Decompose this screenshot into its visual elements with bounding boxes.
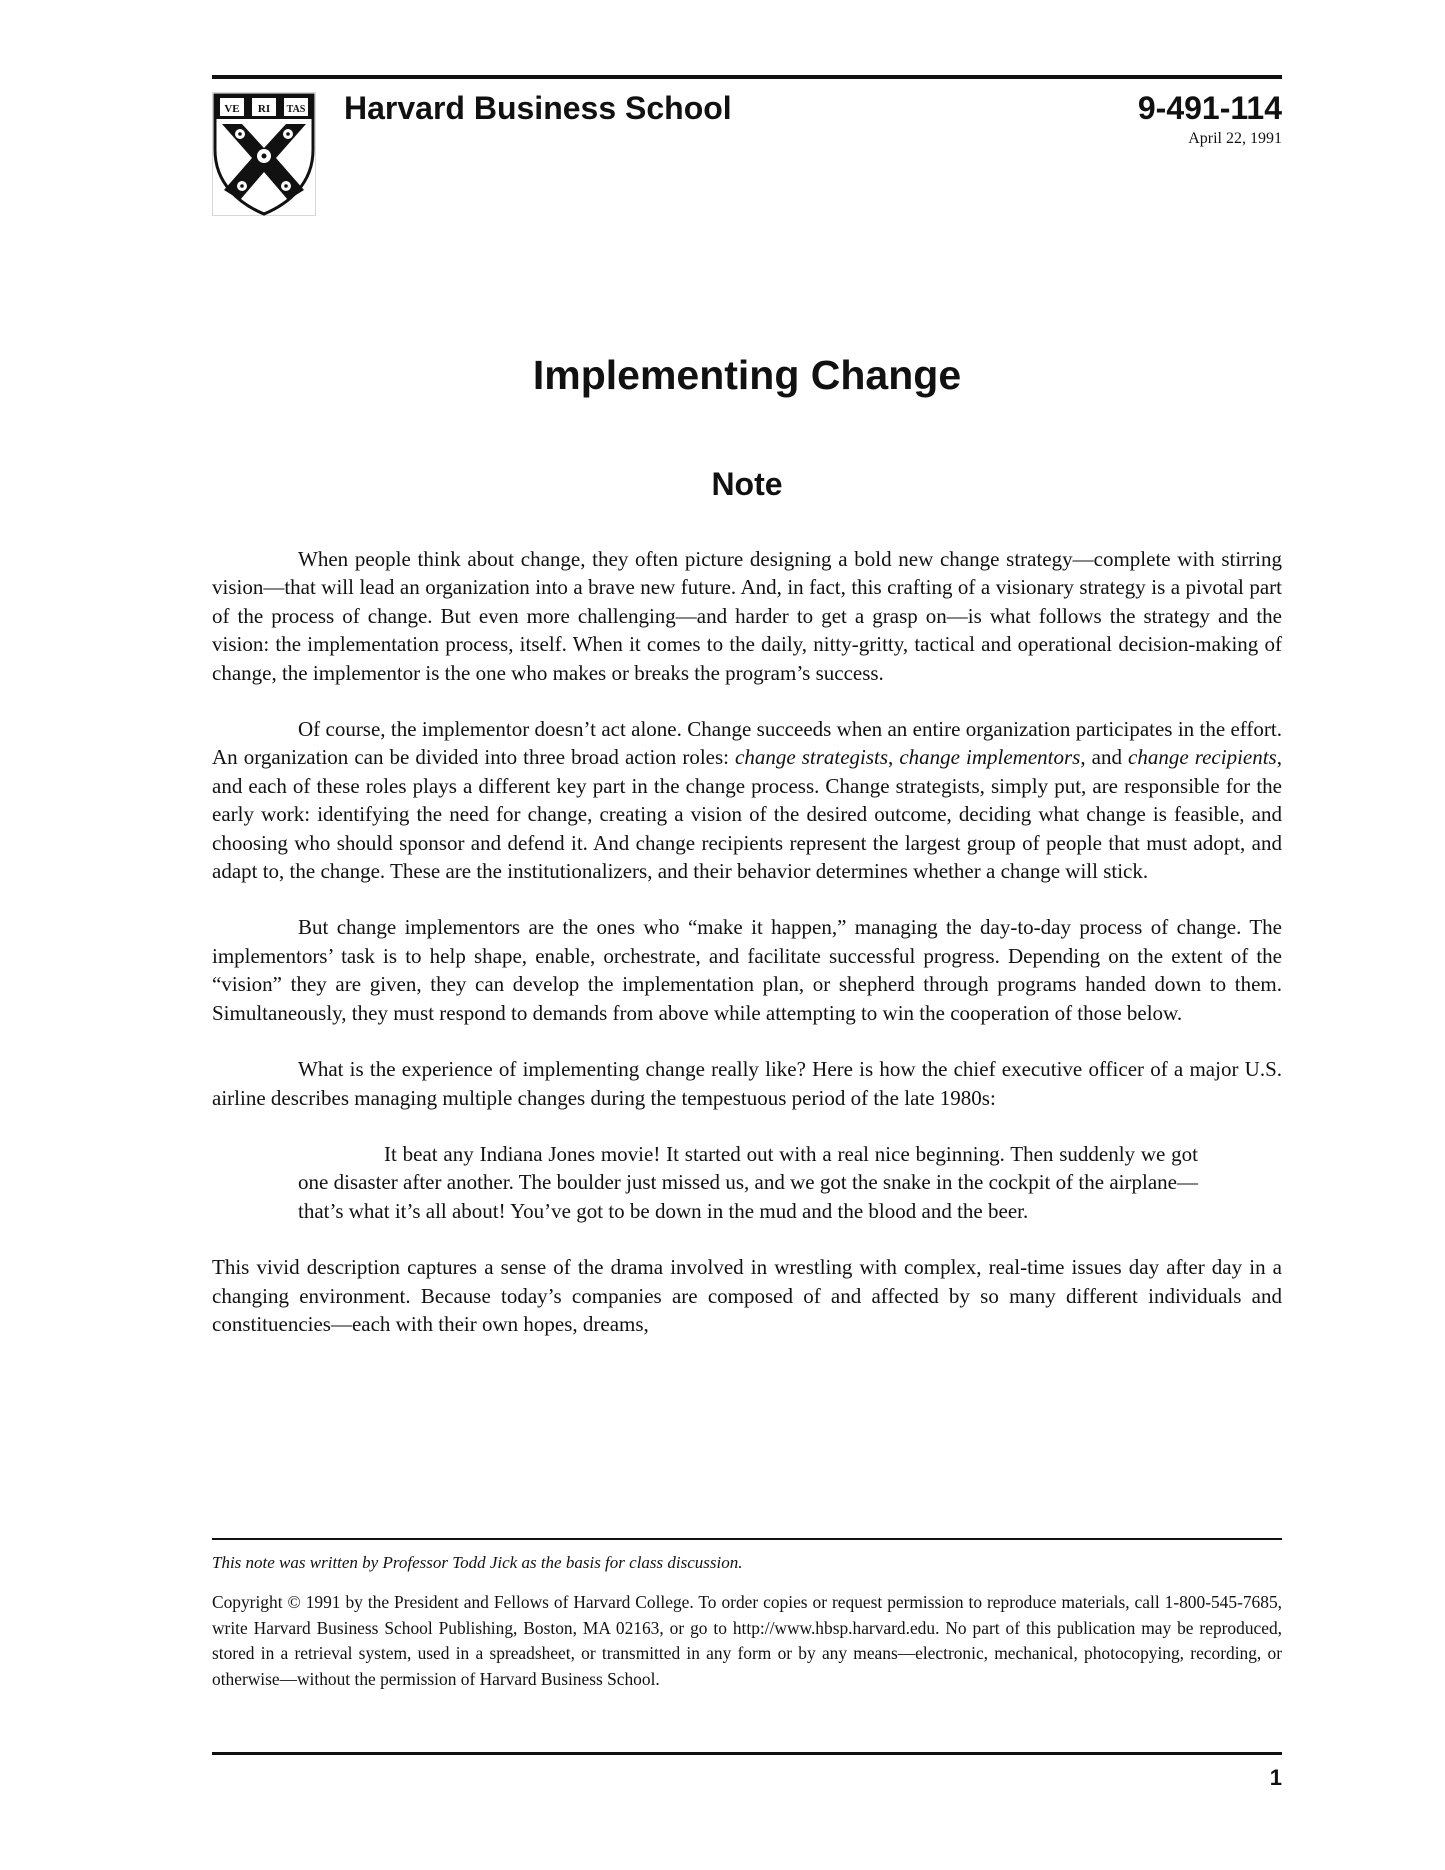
motto-ve: VE xyxy=(224,103,240,115)
role-change-recipients: change recipients xyxy=(1128,745,1277,770)
paragraph-2-rest: , and each of these roles plays a different key part in the change process. Change strategists, simply put, are responsible for the early work: identifying the need for change, creating a vision of the desired outcome, deciding what change is feasible, and choosing who should sponsor and defend it. And change recipients represent the largest group of people that must adopt, and adapt to, the change. These are the institutionalizers, and their behavior determines whether a change will stick. xyxy=(212,745,1282,884)
separator: , xyxy=(888,745,900,770)
bottom-rule xyxy=(212,1752,1282,1755)
motto-ri: RI xyxy=(257,103,271,115)
author-note: This note was written by Professor Todd Jick as the basis for class discussion. xyxy=(212,1553,743,1572)
page-subtitle: Note xyxy=(711,466,783,502)
paragraph-1: When people think about change, they often picture designing a bold new change strategy—complete with stirring vision—that will lead an organization into a brave new future. And, in fact, this crafting of a visionary strategy is a pivotal part of the process of change. But even more challenging—and harder to get a grasp on—is what follows the strategy and the vision: the implementation process, itself. When it comes to the daily, nitty-gritty, tactical and operational decision-making of change, the implementor is the one who makes or breaks the program’s success. xyxy=(212,547,1282,685)
document-number: 9-491-114 xyxy=(1137,90,1282,126)
ceo-quote: It beat any Indiana Jones movie! It started out with a real nice beginning. Then suddenly we got one disaster after another. The boulder just missed us, and we got the snake in the cockpit of the airplane—that’s what it’s all about! You’ve got to be down in the mud and the blood and the beer. xyxy=(298,1141,1198,1223)
paragraph-3: But change implementors are the ones who “make it happen,” managing the day-to-day process of change. The implementors’ task is to help shape, enable, orchestrate, and facilitate successful progress. Depending on the extent of the “vision” they are given, they can develop the implementation plan, or shepherd through programs handed down to them. Simultaneously, they must respond to demands from above while attempting to win the cooperation of those below. xyxy=(212,915,1282,1025)
motto-tas: TAS xyxy=(286,104,306,115)
paragraph-5: This vivid description captures a sense of the drama involved in wrestling with complex, real-time issues day after day in a changing environment. Because today’s companies are composed of and affected by so many different individuals and constituencies—each with their own hopes, dreams, xyxy=(212,1255,1282,1336)
paragraph-2-intro: Of course, the implementor doesn’t act alone. Change succeeds when an entire organization participates in the effort. An organization can be divided into three broad action roles: xyxy=(212,717,1282,770)
footer-divider xyxy=(212,1538,1282,1540)
role-change-strategists: change strategists xyxy=(735,745,889,770)
page-title: Implementing Change xyxy=(532,352,962,398)
role-change-implementors: change implementors xyxy=(899,745,1081,770)
paragraph-4: What is the experience of implementing change really like? Here is how the chief executive officer of a major U.S. airline describes managing multiple changes during the tempestuous period of the late 1980s: xyxy=(212,1057,1282,1110)
copyright-notice: Copyright © 1991 by the President and Fellows of Harvard College. To order copies or request permission to reproduce materials, call 1-800-545-7685, write Harvard Business School Publishing, Boston, MA 02163, or go to http://www.hbsp.harvard.edu. No part of this publication may be reproduced, stored in a retrieval system, used in a spreadsheet, or transmitted in any form or by any means—electronic, mechanical, photocopying, recording, or otherwise—without the permission of Harvard Business School. xyxy=(212,1592,1282,1689)
body-text xyxy=(212,545,1282,1338)
document-date: April 22, 1991 xyxy=(1188,130,1282,147)
paragraph-2 xyxy=(212,715,1282,885)
school-name: Harvard Business School xyxy=(344,90,732,126)
header-top-rule xyxy=(212,75,1282,79)
page-number: 1 xyxy=(1269,1765,1282,1790)
separator: , and xyxy=(1080,745,1129,770)
hbs-shield-logo xyxy=(212,92,316,216)
